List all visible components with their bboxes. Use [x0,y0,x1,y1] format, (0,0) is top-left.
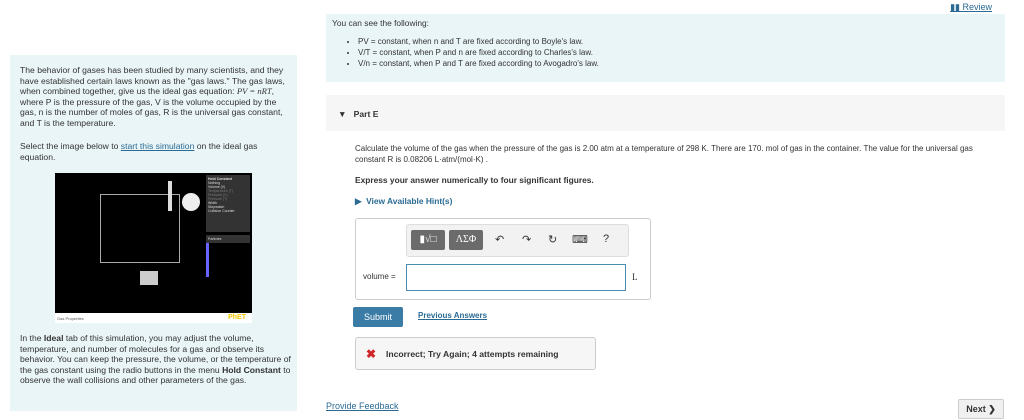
option[interactable]: Volume (V) [208,185,226,189]
caret-right-icon: ▶ [355,196,367,206]
book-icon: ▮▮ [950,2,963,12]
volume-input[interactable] [406,264,626,291]
equation: PV = nRT [236,86,272,97]
previous-answers-link[interactable]: Previous Answers [418,311,488,320]
ideal-text [20,333,292,386]
law-item: • V/n = constant, when P and T are fixed according to Avogadro's law. [358,58,999,69]
provide-feedback-link[interactable]: Provide Feedback [326,401,399,411]
text: tab of this simulation, you may adjust the volume, temperature, and number of molecules for a gas and observe its behavior. You can keep the pressure, the volume, or the temperature of the gas constant using the radio buttons in the menu [20,333,291,375]
hold-constant-panel [206,175,250,232]
law-item: • PV = constant, when n and T are fixed according to Boyle's law. [358,36,999,47]
help-icon[interactable]: ? [603,233,610,245]
instruction: Express your answer numerically to four significant figures. [355,175,594,185]
tool[interactable]: Collision Counter [208,209,235,213]
tool[interactable]: Stopwatch [208,205,225,209]
redo-icon[interactable]: ↷ [522,234,532,246]
simulation-image[interactable] [55,173,252,323]
text: , where P is the pressure of the gas, V is the volume occupied by the gas, n is the number of moles of gas, R is the universal gas constant, and T is the temperature. [20,86,283,128]
unit-label: L [632,272,638,282]
sim-navbar [55,313,252,323]
volume-label: volume = [363,272,396,281]
option[interactable]: Temperature (T) [208,189,234,193]
templates-button[interactable]: ▮√□ [411,230,445,250]
lead-text: You can see the following: [332,18,430,28]
hint-label: View Available Hint(s) [366,196,453,206]
collapse-triangle-icon: ▼ [338,109,354,119]
option[interactable]: Pressure (T) [208,197,228,201]
undo-icon[interactable]: ↶ [495,234,505,246]
gas-laws-box [326,14,1005,82]
law-item: • V/T = constant, when P and n are fixed according to Charles's law. [358,47,999,58]
intro-text [20,65,292,129]
question-text: Calculate the volume of the gas when the pressure of the gas is 2.00 atm at a temperature of 298 K. There are 170. mol of gas in the container. The value for the universal gas constant R is 0.08206 L·atm/(mol·K) . [355,144,973,164]
review-link[interactable]: ▮▮ Review [950,2,992,12]
tool[interactable]: Width [208,201,217,205]
option[interactable]: Pressure (V) [208,193,228,197]
simulation-link[interactable]: start this simulation [120,141,195,151]
select-text [20,141,292,162]
law-list [358,36,999,69]
text: Select the image below to [20,141,121,151]
submit-button[interactable]: Submit [353,307,403,327]
text: In the [20,333,44,343]
text: The behavior of gases has been studied by many scientists, and they have established certain laws known as the "gas laws." The gas laws, when combined together, give us the ideal gas equation: [20,65,285,97]
panel-title: Hold Constant [208,177,232,181]
text: on the ideal gas equation. [20,141,258,162]
option[interactable]: Nothing [208,181,221,185]
particles-panel[interactable] [206,235,250,243]
text: Ideal [43,333,64,343]
view-hints-link[interactable] [355,196,452,206]
keyboard-icon[interactable]: ⌨ [572,234,588,246]
error-x-icon: ✖ [366,347,377,361]
part-header[interactable] [326,95,1005,131]
reset-icon[interactable]: ↻ [548,234,558,246]
particles-label: Particles [208,237,222,241]
feedback-text: Incorrect; Try Again; 4 attempts remaining [386,349,559,359]
text: to observe the wall collisions and other parameters of the gas. [20,364,291,386]
phet-logo: PhET [228,314,246,321]
pump-icon [206,239,209,277]
feedback-message [355,337,596,370]
pressure-gauge-icon [182,193,200,211]
app-name: Gas Properties [57,316,84,321]
next-button[interactable]: Next ❯ [958,399,1004,419]
part-title: Part E [353,109,379,119]
math-toolbar [406,224,629,257]
text: Hold Constant [222,364,281,375]
thermometer-icon [168,181,172,211]
bucket-icon [140,271,158,285]
greek-button[interactable]: ΛΣΦ [449,230,483,250]
